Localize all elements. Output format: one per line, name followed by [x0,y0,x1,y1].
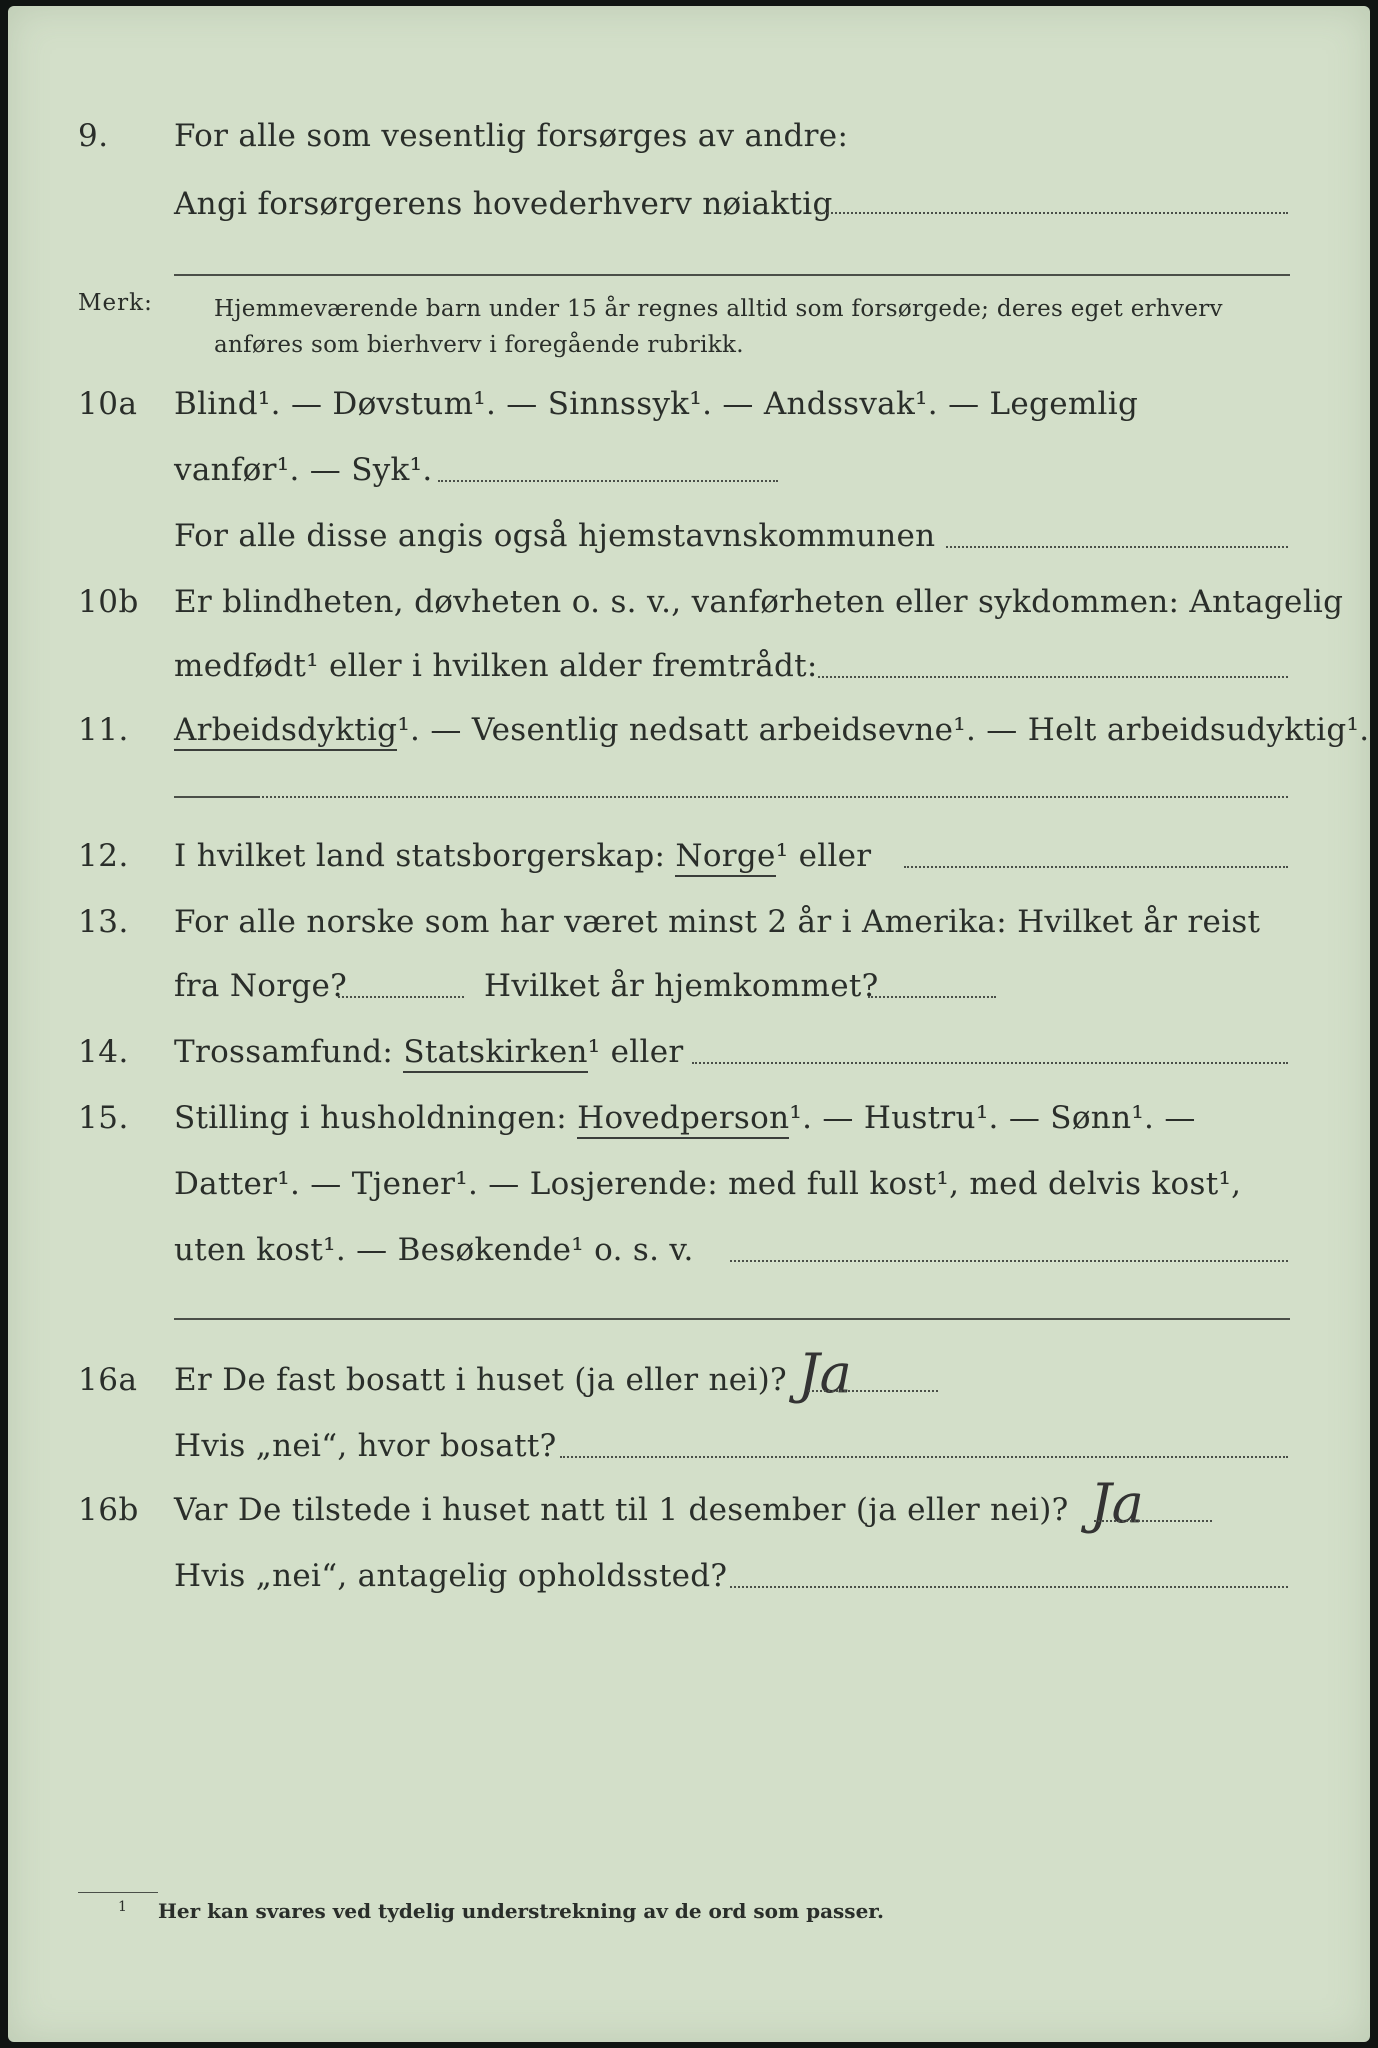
item-number-15: 15. [78,1100,129,1136]
merk-label: Merk: [78,290,153,316]
q16a-bosatt-line[interactable] [560,1456,1288,1458]
q10a-line1: Blind¹. — Døvstum¹. — Sinnssyk¹. — Andssvak¹. — Legemlig [174,386,1139,422]
q10b-line1: Er blindheten, døvheten o. s. v., vanførheten eller sykdommen: Antagelig [174,584,1344,620]
q9-line2: Angi forsørgerens hovederhverv nøiaktig [174,186,833,222]
item-number-14: 14. [78,1034,129,1070]
merk-line1: Hjemmeværende barn under 15 år regnes alltid som forsørgede; deres eget erhverv [214,296,1223,322]
q16a-handwritten-answer: Ja [798,1342,852,1405]
q16a-line2: Hvis „nei“, hvor bosatt? [174,1428,557,1464]
q14-answer-line[interactable] [692,1062,1288,1064]
item-number-10b: 10b [78,584,139,620]
item-number-10a: 10a [78,386,138,422]
merk-line2: anføres som bierhverv i foregående rubrikk. [214,332,744,358]
q11-line [174,712,1369,748]
q13-reist-line[interactable] [338,996,464,998]
q14-line [174,1034,684,1070]
q12-post: ¹ eller [775,838,872,874]
q16b-answer-line[interactable] [1094,1520,1212,1522]
q9-line1: For alle som vesentlig forsørges av andre: [174,118,849,154]
q16b-opholdssted-line[interactable] [730,1586,1288,1588]
q11-answer-line[interactable] [258,796,1288,798]
q10a-line2: vanfør¹. — Syk¹. [174,452,433,488]
q16a-line1: Er De fast bosatt i huset (ja eller nei)? [174,1362,787,1398]
q10b-line2: medfødt¹ eller i hvilken alder fremtrådt: [174,648,818,684]
q16a-answer-line[interactable] [808,1390,938,1392]
footnote-text: Her kan svares ved tydelig understrekning av de ord som passer. [158,1899,884,1923]
item-number-11: 11. [78,712,129,748]
q16b-line1: Var De tilstede i huset natt til 1 desember (ja eller nei)? [174,1492,1069,1528]
q15-line2: Datter¹. — Tjener¹. — Losjerende: med full kost¹, med delvis kost¹, [174,1166,1242,1202]
q11-rule-short [174,796,258,798]
q14-option-statskirken-underlined[interactable]: Statskirken [403,1034,587,1073]
item-number-13: 13. [78,904,129,940]
q15-rule [174,1318,1290,1320]
q11-rest: ¹. — Vesentlig nedsatt arbeidsevne¹. — Helt arbeidsudyktig¹. [397,712,1370,748]
item-number-16a: 16a [78,1362,138,1398]
q16b-line2: Hvis „nei“, antagelig opholdssted? [174,1558,728,1594]
q16b-handwritten-answer: Ja [1090,1472,1144,1535]
footnote-rule [78,1892,158,1893]
q15-answer-line[interactable] [730,1260,1288,1262]
q10a-answer-line[interactable] [438,480,778,482]
census-form-page [8,6,1370,2042]
q12-option-norge-underlined[interactable]: Norge [675,838,775,877]
q14-pre: Trossamfund: [174,1034,404,1070]
footnote-mark: 1 [118,1899,127,1915]
item-number-16b: 16b [78,1492,139,1528]
q12-line [174,838,871,874]
q9-answer-line[interactable] [816,212,1288,214]
q12-answer-line[interactable] [904,866,1288,868]
q15-option-hovedperson-underlined[interactable]: Hovedperson [577,1100,789,1139]
q12-pre: I hvilket land statsborgerskap: [174,838,676,874]
item-number-12: 12. [78,838,129,874]
item-number-9: 9. [78,118,109,154]
q10a-line3: For alle disse angis også hjemstavnskommunen [174,518,936,554]
q15-post: ¹. — Hustru¹. — Sønn¹. — [789,1100,1196,1136]
q10a-kommune-line[interactable] [946,546,1288,548]
q15-line1 [174,1100,1196,1136]
q13-line2a: fra Norge? [174,968,348,1004]
q10b-answer-line[interactable] [818,676,1288,678]
q13-line1: For alle norske som har været minst 2 år i Amerika: Hvilket år reist [174,904,1261,940]
q15-line3: uten kost¹. — Besøkende¹ o. s. v. [174,1232,694,1268]
q11-option-arbeidsdyktig-underlined[interactable]: Arbeidsdyktig [174,712,397,751]
q13-hjemkommet-line[interactable] [868,996,996,998]
q14-post: ¹ eller [587,1034,684,1070]
q13-line2b: Hvilket år hjemkommet? [484,968,879,1004]
q15-pre: Stilling i husholdningen: [174,1100,578,1136]
q9-rule [174,274,1290,276]
